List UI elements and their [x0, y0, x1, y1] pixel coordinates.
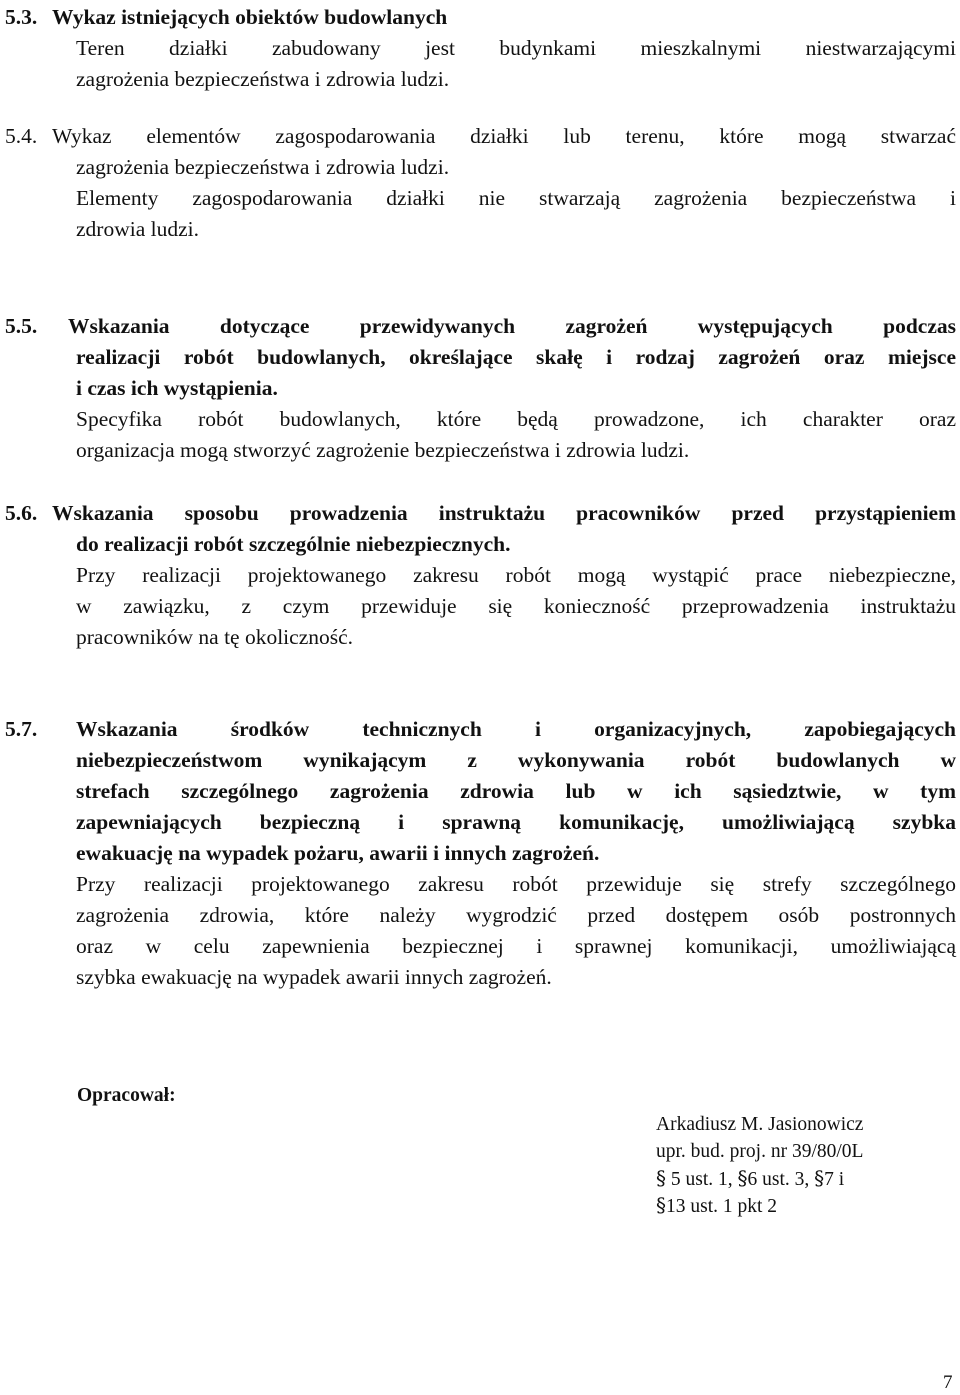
section-5-7 — [0, 714, 960, 993]
heading-line: i czas ich wystąpienia. — [76, 376, 278, 400]
heading-line: Wskazania środków technicznych i organizacyjnych, zapobiegających — [76, 717, 956, 741]
section-heading — [0, 2, 960, 33]
section-5-6 — [0, 498, 960, 653]
body-line: Elementy zagospodarowania działki nie stwarzają zagrożenia bezpieczeństwa i — [76, 186, 956, 210]
heading-line: Wskazania dotyczące przewidywanych zagrożeń występujących podczas — [68, 314, 956, 338]
body-line: Przy realizacji projektowanego zakresu robót przewiduje się strefy szczególnego — [76, 872, 956, 896]
body-line: w zawiązku, z czym przewiduje się konieczność przeprowadzenia instruktażu — [76, 594, 956, 618]
section-sign-icon: § — [814, 1166, 825, 1190]
heading-line: ewakuację na wypadek pożaru, awarii i innych zagrożeń. — [76, 841, 600, 865]
body-line: szybka ewakuację na wypadek awarii innych zagrożeń. — [76, 965, 552, 989]
heading-row — [0, 529, 960, 560]
section-sign-icon: § — [737, 1166, 748, 1190]
signer-license: upr. bud. proj. nr 39/80/0L — [656, 1141, 864, 1162]
body-row — [0, 869, 960, 900]
body-row — [0, 622, 960, 653]
signer-law-line-1 — [656, 1165, 844, 1193]
heading-row — [0, 498, 960, 529]
section-5-4 — [0, 121, 960, 245]
section-5-5 — [0, 311, 960, 466]
body-line: Specyfika robót budowlanych, które będą prowadzone, ich charakter oraz — [76, 407, 956, 431]
signer-law-line-2 — [656, 1192, 777, 1220]
law-ref: 7 i — [824, 1169, 845, 1190]
body-line: zdrowia ludzi. — [76, 217, 199, 241]
signer-name: Arkadiusz M. Jasionowicz — [656, 1114, 864, 1135]
heading-line: zagrożenia bezpieczeństwa i zdrowia ludzi. — [76, 155, 450, 179]
section-sign-icon: § — [656, 1193, 666, 1217]
heading-line: realizacji robót budowlanych, określające skałę i rodzaj zagrożeń oraz miejsce — [76, 345, 956, 369]
heading-row — [0, 776, 960, 807]
body-line: Przy realizacji projektowanego zakresu robót mogą wystąpić prace niebezpieczne, — [76, 563, 956, 587]
body-row — [0, 962, 960, 993]
heading-row — [0, 838, 960, 869]
body-row — [0, 435, 960, 466]
section-sign-icon: § — [656, 1166, 666, 1190]
heading-row — [0, 745, 960, 776]
body-row — [0, 591, 960, 622]
body-line: organizacja mogą stworzyć zagrożenie bezpieczeństwa i zdrowia ludzi. — [76, 438, 690, 462]
section-number: 5.7. — [5, 717, 38, 741]
section-number: 5.6. — [5, 501, 38, 525]
heading-line: niebezpieczeństwom wynikającym z wykonywania robót budowlanych w — [76, 748, 956, 772]
heading-row — [0, 373, 960, 404]
heading-line: do realizacji robót szczególnie niebezpiecznych. — [76, 532, 511, 556]
heading-row — [0, 152, 960, 183]
body-row — [0, 33, 960, 64]
section-number: 5.3. — [5, 5, 38, 29]
prepared-by-label: Opracował: — [77, 1085, 176, 1106]
section-number: 5.4. — [5, 124, 38, 148]
body-line: Teren działki zabudowany jest budynkami mieszkalnymi niestwarzającymi — [76, 36, 956, 60]
heading-line: Wykaz istniejących obiektów budowlanych — [52, 5, 448, 29]
law-ref: 6 ust. 3, — [747, 1169, 810, 1190]
body-line: oraz w celu zapewnienia bezpiecznej i sprawnej komunikacji, umożliwiającą — [76, 934, 956, 958]
law-ref: 13 ust. 1 pkt 2 — [666, 1196, 778, 1217]
heading-line: Wskazania sposobu prowadzenia instruktażu pracowników przed przystąpieniem — [52, 501, 956, 525]
heading-line: strefach szczególnego zagrożenia zdrowia lub w ich sąsiedztwie, w tym — [76, 779, 956, 803]
body-row — [0, 560, 960, 591]
heading-line: Wykaz elementów zagospodarowania działki lub terenu, które mogą stwarzać — [52, 124, 956, 148]
heading-row — [0, 807, 960, 838]
body-row — [0, 183, 960, 214]
body-row — [0, 404, 960, 435]
law-ref: 5 ust. 1, — [670, 1169, 733, 1190]
body-line: zagrożenia bezpieczeństwa i zdrowia ludzi. — [76, 67, 450, 91]
page-number: 7 — [943, 1372, 953, 1393]
heading-line: zapewniających bezpieczną i sprawną komunikację, umożliwiającą szybka — [76, 810, 956, 834]
section-5-3 — [0, 2, 960, 95]
heading-row — [0, 342, 960, 373]
body-row — [0, 214, 960, 245]
body-row — [0, 900, 960, 931]
heading-row — [0, 311, 960, 342]
section-number: 5.5. — [5, 314, 38, 338]
body-line: pracowników na tę okoliczność. — [76, 625, 354, 649]
body-row — [0, 64, 960, 95]
heading-row — [0, 121, 960, 152]
body-row — [0, 931, 960, 962]
body-line: zagrożenia zdrowia, które należy wygrodzić przed dostępem osób postronnych — [76, 903, 956, 927]
heading-row — [0, 714, 960, 745]
